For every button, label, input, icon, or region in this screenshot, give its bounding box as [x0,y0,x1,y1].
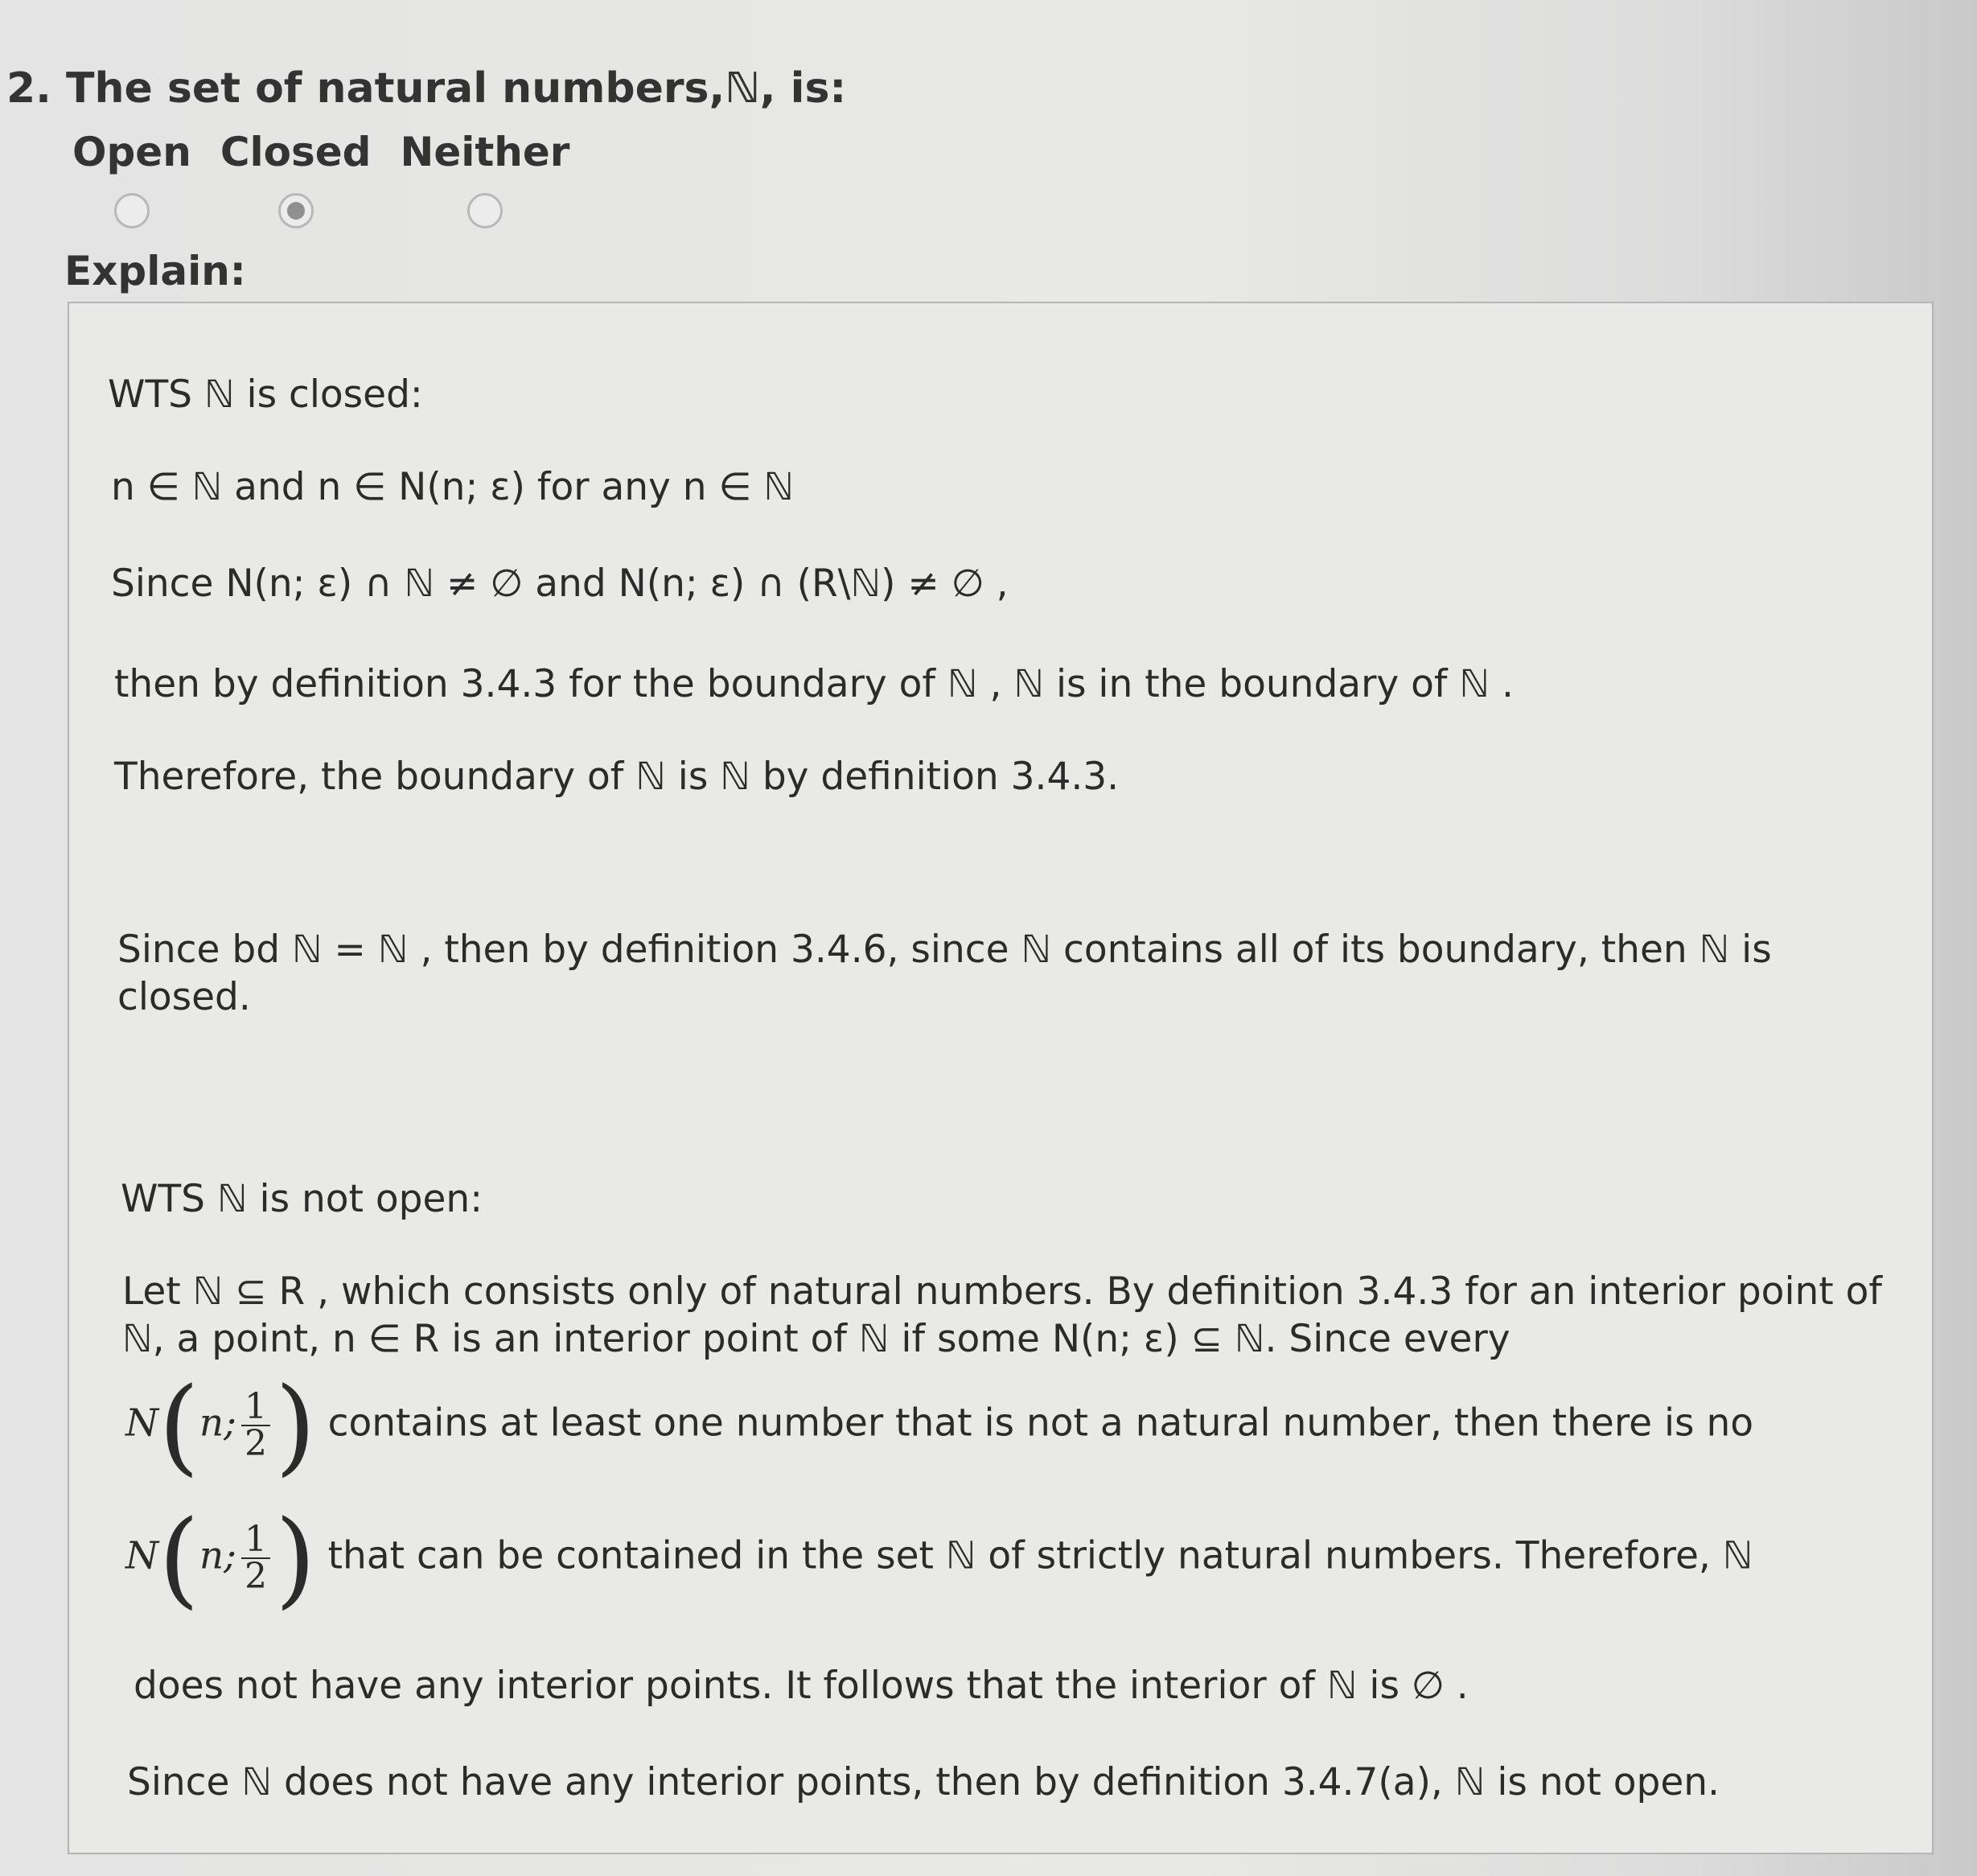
explain-label: Explain: [64,248,246,294]
line-no-interior: does not have any interior points. It follows that the interior of ℕ is ∅ . [134,1664,1469,1708]
fraction-one-half: $\frac{1}{2}$ [241,1389,270,1462]
radio-neither[interactable] [467,193,503,228]
neighborhood-text-2: that can be contained in the set ℕ of strictly natural numbers. Therefore, ℕ [327,1533,1753,1578]
line-since-intersections: Since N(n; ε) ∩ ℕ ≠ ∅ and N(n; ε) ∩ (R\ℕ) ≠ ∅ , [111,562,1009,606]
line-membership: n ∈ ℕ and n ∈ N(n; ε) for any n ∈ ℕ [111,465,795,509]
option-closed[interactable] [220,129,372,228]
line-neighborhood-2: N(n; $\frac{1}{2}$ ) that can be contained in the set ℕ of strictly natural numbers. Therefore, ℕ [125,1497,1753,1619]
line-neighborhood-1: N(n; $\frac{1}{2}$ ) contains at least one number that is not a natural number, then there is no [125,1364,1754,1487]
option-neither[interactable] [400,129,569,228]
line-boundary-conclusion: Therefore, the boundary of ℕ is ℕ by definition 3.4.3. [114,755,1120,799]
neighborhood-arg-2: n; [199,1533,236,1578]
option-neither-label: Neither [400,129,570,175]
neighborhood-text-1: contains at least one number that is not a natural number, then there is no [327,1401,1754,1446]
option-open-label: Open [72,129,191,175]
option-closed-label: Closed [220,129,372,175]
neighborhood-symbol-2: N [125,1533,159,1578]
line-wts-closed: WTS ℕ is closed: [108,372,423,417]
neighborhood-arg: n; [199,1401,236,1446]
line-not-open-conclusion: Since ℕ does not have any interior points, then by definition 3.4.7(a), ℕ is not open. [127,1760,1720,1804]
answer-options [72,129,569,228]
line-closed-conclusion: Since bd ℕ = ℕ , then by definition 3.4.6, since ℕ contains all of its boundary, then ℕ is closed. [117,928,1772,1019]
line-interior-def: Let ℕ ⊆ R , which consists only of natural numbers. By definition 3.4.3 for an interior point of ℕ, a point, n ∈ R is an interior point of ℕ if some N(n; ε) ⊆ ℕ. Since every [122,1269,1882,1361]
line-boundary-def: then by definition 3.4.3 for the boundary of ℕ , ℕ is in the boundary of ℕ . [114,662,1514,706]
line-wts-not-open: WTS ℕ is not open: [121,1177,483,1221]
radio-open[interactable] [114,193,150,228]
question-title: 2. The set of natural numbers,ℕ, is: [6,64,847,113]
neighborhood-symbol: N [125,1401,159,1446]
radio-closed[interactable] [278,193,314,228]
explanation-textarea[interactable] [68,302,1934,1854]
fraction-one-half-2: $\frac{1}{2}$ [241,1522,270,1594]
option-open[interactable] [72,129,191,228]
